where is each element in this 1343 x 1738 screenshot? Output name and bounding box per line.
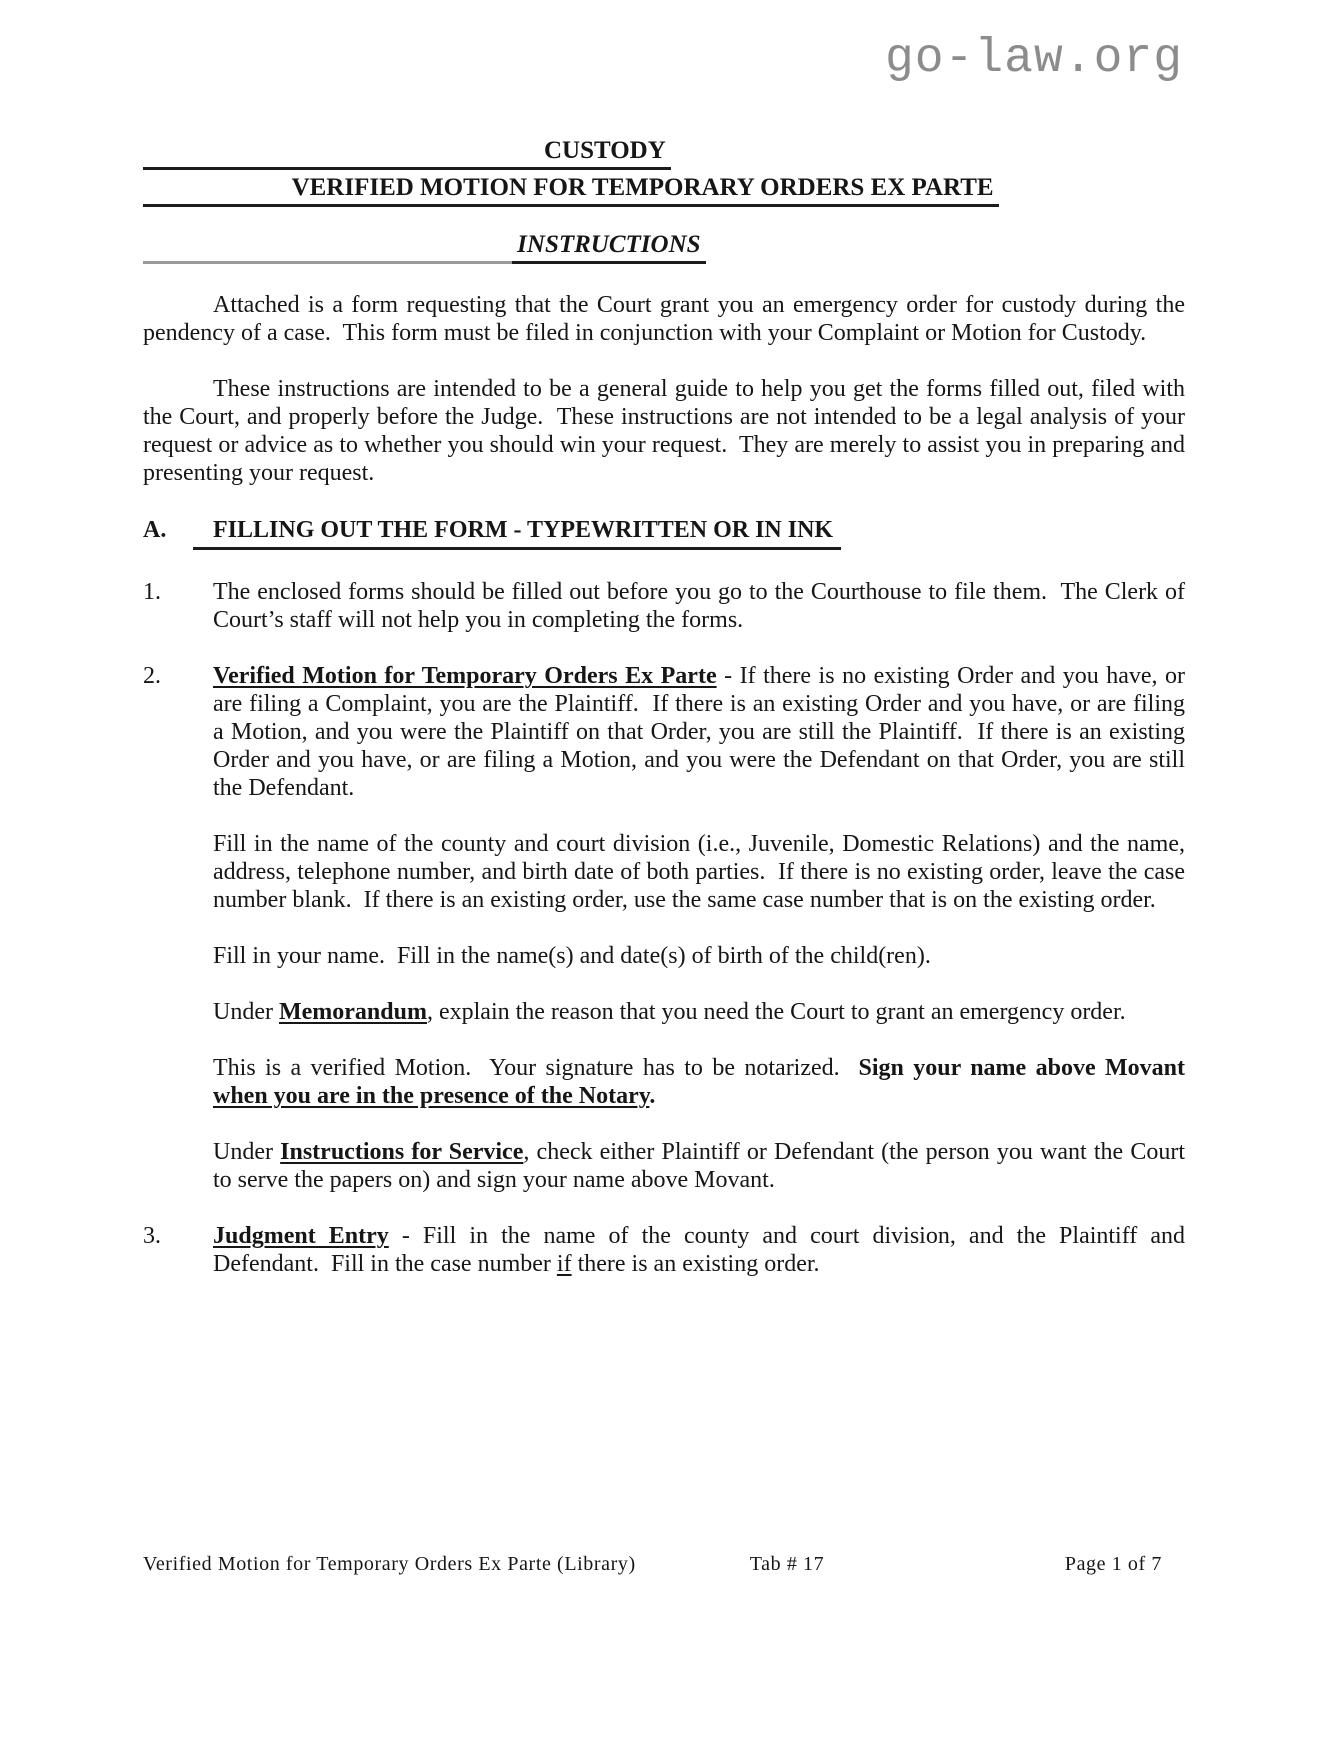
text-segment: Fill in your name. Fill in the name(s) and date(s) of birth of the child(ren).	[213, 943, 931, 969]
section-label: A.	[143, 517, 167, 543]
text-segment: when you are in the presence of the Notary	[213, 1083, 650, 1109]
text-segment: Under	[213, 1139, 281, 1165]
numbered-item	[143, 662, 1185, 1194]
title-text: VERIFIED MOTION FOR TEMPORARY ORDERS EX PARTE	[287, 173, 999, 207]
document-title-line-2	[143, 173, 1185, 210]
section-a-items	[143, 578, 1185, 1278]
text-segment: The enclosed forms should be filled out before you go to the Courthouse to file them. The Clerk of Court’s staff will not help you in completing the forms.	[213, 579, 1185, 633]
title-text: CUSTODY	[539, 136, 671, 170]
footer-document-name: Verified Motion for Temporary Orders Ex Parte (Library)	[143, 1553, 636, 1575]
footer-tab-number: Tab # 17	[749, 1553, 825, 1575]
text-segment: if	[556, 1251, 572, 1277]
section-title: FILLING OUT THE FORM - TYPEWRITTEN OR IN INK	[193, 515, 841, 550]
site-watermark: go-law.org	[884, 32, 1183, 86]
numbered-item	[143, 578, 1185, 634]
item-number: 3.	[143, 1223, 161, 1249]
text-segment: Sign your name above Movant	[858, 1055, 1185, 1081]
text-segment: Verified Motion for Temporary Orders Ex Parte	[213, 663, 717, 689]
item-body	[213, 662, 1185, 1194]
footer-page-number: Page 1 of 7	[1064, 1553, 1162, 1575]
item-paragraph	[213, 942, 1185, 970]
text-segment: This is a verified Motion. Your signature has to be notarized.	[213, 1055, 859, 1081]
page-footer	[143, 1552, 1185, 1576]
blank-underline	[143, 230, 512, 264]
item-paragraph	[213, 1138, 1185, 1194]
item-paragraph	[213, 662, 1185, 802]
text-segment: Instructions for Service	[280, 1139, 524, 1165]
text-segment: Memorandum	[278, 999, 427, 1025]
subtitle-text: INSTRUCTIONS	[512, 230, 705, 264]
intro-paragraph: These instructions are intended to be a general guide to help you get the forms filled out, filed with the Court, and properly before the Judge. These instructions are not intended to be a legal analysis of your request or advice as to whether you should win your request. They are merely to assist you in preparing and presenting your request.	[143, 376, 1185, 486]
item-paragraph	[213, 1054, 1185, 1110]
item-body	[213, 578, 1185, 634]
document-body	[143, 136, 1185, 1278]
item-paragraph	[213, 578, 1185, 634]
item-number: 1.	[143, 579, 161, 605]
document-subtitle	[143, 230, 1185, 267]
item-paragraph	[213, 1222, 1185, 1278]
text-segment: Under	[213, 999, 279, 1025]
intro-paragraph: Attached is a form requesting that the Court grant you an emergency order for custody during the pendency of a case. This form must be filed in conjunction with your Complaint or Motion for Custody.	[143, 292, 1185, 346]
blank-underline	[143, 136, 539, 170]
item-paragraph	[213, 830, 1185, 914]
text-segment: - If there is no existing Order and you have, or are filing a Complaint, you are the Plaintiff. If there is an existing Order and you have, or are filing a Motion, and you were the Plaintiff on that Order, you are still the Plaintiff. If there is an existing Order and you have, or are filing a Motion, and you were the Defendant on that Order, you are still the Defendant.	[213, 663, 1186, 801]
item-paragraph	[213, 998, 1185, 1026]
text-segment: - Fill in the name of the county and court division, and the Plaintiff and Defendant. Fill in the case number	[213, 1223, 1186, 1277]
text-segment: , explain the reason that you need the Court to grant an emergency order.	[426, 999, 1126, 1025]
text-segment: Judgment Entry	[213, 1223, 389, 1249]
text-segment: , check either Plaintiff or Defendant (the person you want the Court to serve the papers on) and sign your name above Movant.	[213, 1139, 1185, 1193]
text-segment: Fill in the name of the county and court division (i.e., Juvenile, Domestic Relations) and the name, address, telephone number, and birth date of both parties. If there is no existing order, leave the case number blank. If there is an existing order, use the same case number that is on the existing order.	[213, 831, 1185, 913]
text-segment: there is an existing order.	[571, 1251, 820, 1277]
spacer	[706, 230, 1185, 267]
text-segment: .	[649, 1083, 656, 1109]
spacer	[999, 173, 1185, 210]
item-body	[213, 1222, 1185, 1278]
section-a-heading	[143, 515, 1185, 550]
blank-underline	[143, 173, 287, 207]
spacer	[671, 136, 1185, 173]
document-title-line-1	[143, 136, 1185, 173]
item-number: 2.	[143, 663, 161, 689]
numbered-item	[143, 1222, 1185, 1278]
